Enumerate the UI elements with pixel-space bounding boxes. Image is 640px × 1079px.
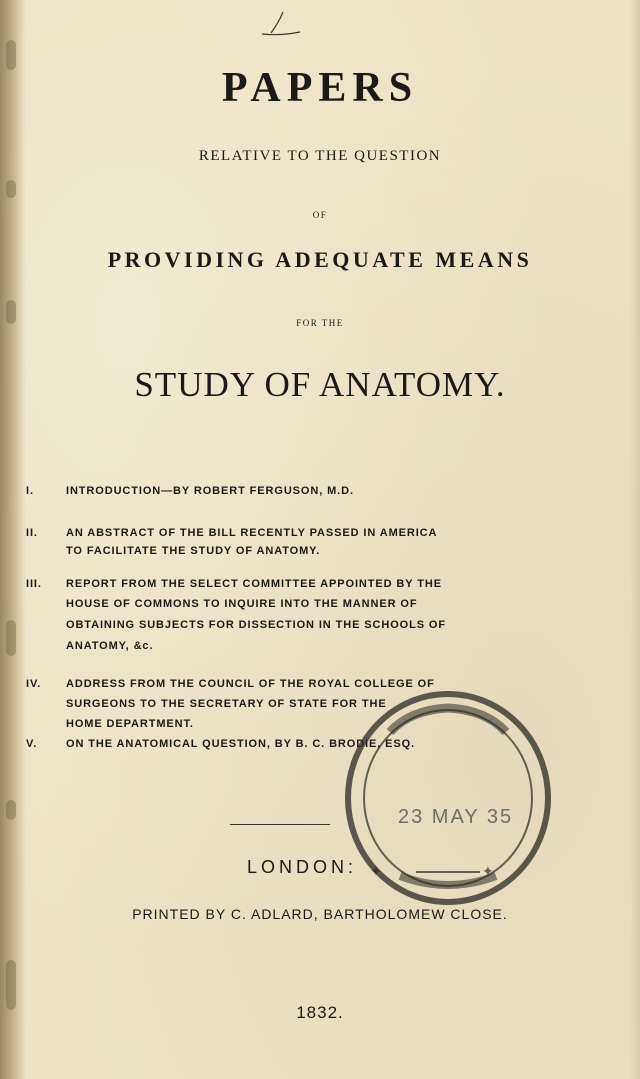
handwritten-mark [0,0,640,44]
item-line: HOUSE OF COMMONS TO INQUIRE INTO THE MANNER OF [66,598,418,610]
item-line: ANATOMY, &c. [66,640,154,652]
publication-year: 1832. [296,1003,344,1022]
page-title: PAPERS [221,65,419,111]
item-number: II. [26,527,38,539]
topic-heading: STUDY OF ANATOMY. [134,365,506,404]
item-line: TO FACILITATE THE STUDY OF ANATOMY. [66,545,321,557]
item-line: REPORT FROM THE SELECT COMMITTEE APPOINTED BY THE [66,578,442,590]
item-line: HOME DEPARTMENT. [66,718,194,730]
imprint-place: LONDON: [247,857,358,877]
item-line: AN ABSTRACT OF THE BILL RECENTLY PASSED IN AMERICA [66,527,438,539]
library-stamp [330,680,560,920]
item-number: III. [26,578,42,590]
svg-text:✦: ✦ [370,865,382,880]
connector-for-the: FOR THE [296,318,344,328]
subtitle: RELATIVE TO THE QUESTION [198,148,442,164]
item-line: ON THE ANATOMICAL QUESTION, BY B. C. BRODIE, ESQ. [66,738,416,750]
subject-heading: PROVIDING ADEQUATE MEANS [107,247,533,272]
item-number: V. [26,738,38,750]
divider-rule [230,824,330,825]
item-line: INTRODUCTION—BY ROBERT FERGUSON, M.D. [66,485,354,497]
item-number: I. [26,485,34,497]
item-line: OBTAINING SUBJECTS FOR DISSECTION IN THE SCHOOLS OF [66,619,446,631]
stamp-date: 23 MAY 35 [398,806,514,828]
item-line: ADDRESS FROM THE COUNCIL OF THE ROYAL COLLEGE OF [66,678,435,690]
svg-text:✦: ✦ [482,865,494,880]
item-line: SURGEONS TO THE SECRETARY OF STATE FOR THE [66,698,387,710]
item-number: IV. [26,678,42,690]
connector-of: OF [312,210,328,220]
printer-line: PRINTED BY C. ADLARD, BARTHOLOMEW CLOSE. [132,906,508,922]
